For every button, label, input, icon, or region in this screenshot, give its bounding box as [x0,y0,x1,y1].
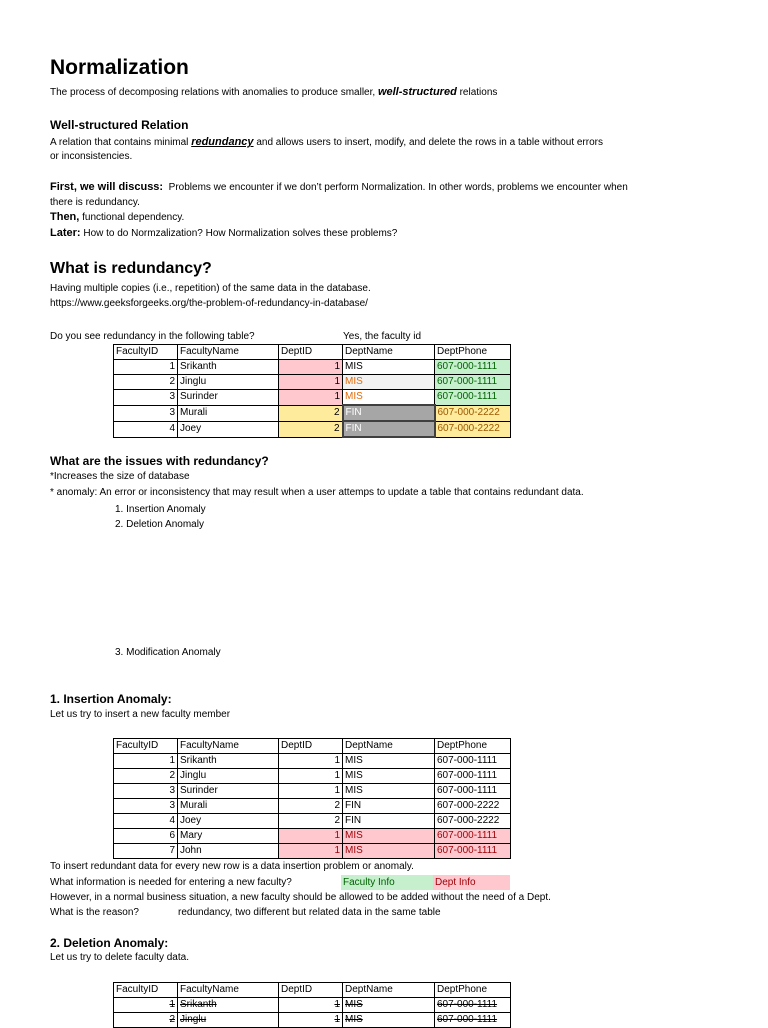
table-header-row [114,739,511,754]
plan-later [50,227,397,239]
deletion-heading: 2. Deletion Anomaly: [50,936,169,950]
cell: MIS [343,844,435,859]
cell: Joey [178,421,279,437]
cell: 1 [279,360,343,375]
table-row [114,829,511,844]
table-header-row [114,983,511,998]
plan-first-text2: there is redundancy. [50,197,140,208]
cell: FIN [343,814,435,829]
page-title: Normalization [50,56,189,79]
cell: 607-000-1111 [435,390,511,406]
table-row [114,360,511,375]
cell: 1 [114,360,178,375]
table-row [114,844,511,859]
insertion-line1: Let us try to insert a new faculty member [50,709,231,720]
col-header: DeptID [279,345,343,360]
cell: 607-000-1111 [435,829,511,844]
cell: 1 [114,998,178,1013]
table-row [114,405,511,421]
col-header: DeptID [279,983,343,998]
redundancy-heading: What is redundancy? [50,260,212,277]
cell: 1 [279,844,343,859]
redundancy-table [113,344,511,438]
wsr-heading: Well-structured Relation [50,118,189,132]
cell: 3 [114,405,178,421]
cell: 607-000-1111 [435,1013,511,1028]
cell: 607-000-2222 [435,405,511,421]
issues-item1: 1. Insertion Anomaly [115,504,206,515]
wsr-pre: A relation that contains minimal [50,137,189,148]
plan-first-text: Problems we encounter if we don’t perform Normalization. In other words, problems we encounter when [168,182,628,193]
cell: 2 [279,421,343,437]
intro-pre: The process of decomposing relations with anomalies to produce smaller, [50,87,376,98]
deletion-table [113,982,511,1028]
insertion-note4-label: What is the reason? [50,907,139,918]
cell: Joey [178,814,279,829]
insertion-heading: 1. Insertion Anomaly: [50,692,172,706]
insertion-table [113,738,511,859]
table-row [114,375,511,390]
cell: John [178,844,279,859]
cell: 3 [114,784,178,799]
cell: Srikanth [178,360,279,375]
cell: Murali [178,799,279,814]
cell: 1 [279,375,343,390]
cell: Surinder [178,784,279,799]
cell: 607-000-2222 [435,814,511,829]
redundancy-question: Do you see redundancy in the following table? [50,331,255,342]
col-header: DeptName [343,983,435,998]
col-header: FacultyID [114,739,178,754]
col-header: FacultyID [114,345,178,360]
col-header: DeptName [343,345,435,360]
cell: 1 [279,754,343,769]
cell: Jinglu [178,375,279,390]
cell: 1 [114,754,178,769]
cell: Jinglu [178,1013,279,1028]
redundancy-link: https://www.geeksforgeeks.org/the-problem-of-redundancy-in-database/ [50,298,368,309]
cell: MIS [343,754,435,769]
cell: 3 [114,390,178,406]
col-header: FacultyID [114,983,178,998]
cell: 1 [279,769,343,784]
wsr-line1 [50,136,603,148]
cell: MIS [343,998,435,1013]
cell: 607-000-1111 [435,754,511,769]
col-header: DeptName [343,739,435,754]
cell: MIS [343,829,435,844]
col-header: FacultyName [178,345,279,360]
issues-item3: 3. Modification Anomaly [115,647,221,658]
table-header-row [114,345,511,360]
legend-faculty-info: Faculty Info [341,875,433,890]
plan-then-text: functional dependency. [82,212,185,223]
insertion-note1: To insert redundant data for every new row is a data insertion problem or anomaly. [50,861,414,872]
cell: 607-000-1111 [435,844,511,859]
cell: 607-000-1111 [435,769,511,784]
issues-heading: What are the issues with redundancy? [50,454,269,468]
table-row [114,784,511,799]
cell: 2 [279,799,343,814]
cell: 607-000-2222 [435,421,511,437]
table-row [114,814,511,829]
cell: FIN [343,421,435,437]
insertion-note4-text: redundancy, two different but related data in the same table [178,907,441,918]
insertion-note2: What information is needed for entering a new faculty? [50,877,292,888]
cell: Srikanth [178,998,279,1013]
cell: 6 [114,829,178,844]
cell: 607-000-1111 [435,998,511,1013]
cell: FIN [343,799,435,814]
cell: 1 [279,784,343,799]
table-row [114,1013,511,1028]
cell: MIS [343,1013,435,1028]
cell: MIS [343,360,435,375]
cell: FIN [343,405,435,421]
table-row [114,421,511,437]
cell: 7 [114,844,178,859]
cell: 4 [114,814,178,829]
cell: MIS [343,784,435,799]
insertion-note3: However, in a normal business situation, a new faculty should be allowed to be added without the need of a Dept. [50,892,551,903]
table-row [114,390,511,406]
intro-emph: well-structured [377,86,457,98]
plan-first [50,181,628,193]
cell: Murali [178,405,279,421]
cell: Jinglu [178,769,279,784]
cell: 2 [114,1013,178,1028]
col-header: FacultyName [178,739,279,754]
wsr-line2: or inconsistencies. [50,151,133,162]
cell: 607-000-1111 [435,360,511,375]
cell: 607-000-1111 [435,375,511,390]
plan-later-text: How to do Normzalization? How Normalization solves these problems? [83,228,398,239]
cell: 1 [279,998,343,1013]
intro-line [50,86,497,98]
intro-post: relations [459,87,498,98]
cell: 2 [114,375,178,390]
plan-then [50,211,184,223]
cell: 2 [114,769,178,784]
cell: Surinder [178,390,279,406]
cell: 1 [279,1013,343,1028]
col-header: DeptPhone [435,983,511,998]
col-header: DeptPhone [435,739,511,754]
redundancy-answer: Yes, the faculty id [343,331,422,342]
plan-then-label: Then, [50,211,80,223]
table-row [114,754,511,769]
cell: Srikanth [178,754,279,769]
table-row [114,998,511,1013]
cell: 607-000-1111 [435,784,511,799]
plan-first-label: First, we will discuss: [50,181,164,193]
cell: 1 [279,829,343,844]
cell: 607-000-2222 [435,799,511,814]
cell: Mary [178,829,279,844]
table-row [114,769,511,784]
deletion-line1: Let us try to delete faculty data. [50,952,189,963]
cell: 4 [114,421,178,437]
redundancy-line1: Having multiple copies (i.e., repetition) of the same data in the database. [50,283,371,294]
cell: 1 [279,390,343,406]
wsr-post: and allows users to insert, modify, and delete the rows in a table without errors [256,137,603,148]
issues-line1: *Increases the size of database [50,471,190,482]
cell: MIS [343,390,435,406]
table-row [114,799,511,814]
cell: 3 [114,799,178,814]
col-header: FacultyName [178,983,279,998]
cell: MIS [343,769,435,784]
wsr-emph: redundancy [191,136,254,148]
col-header: DeptID [279,739,343,754]
cell: 2 [279,405,343,421]
col-header: DeptPhone [435,345,511,360]
cell: MIS [343,375,435,390]
plan-later-label: Later: [50,227,81,239]
issues-item2: 2. Deletion Anomaly [115,519,204,530]
issues-line2: * anomaly: An error or inconsistency that may result when a user attemps to update a table that contains redundant data. [50,487,584,498]
cell: 2 [279,814,343,829]
legend-dept-info: Dept Info [433,875,510,890]
